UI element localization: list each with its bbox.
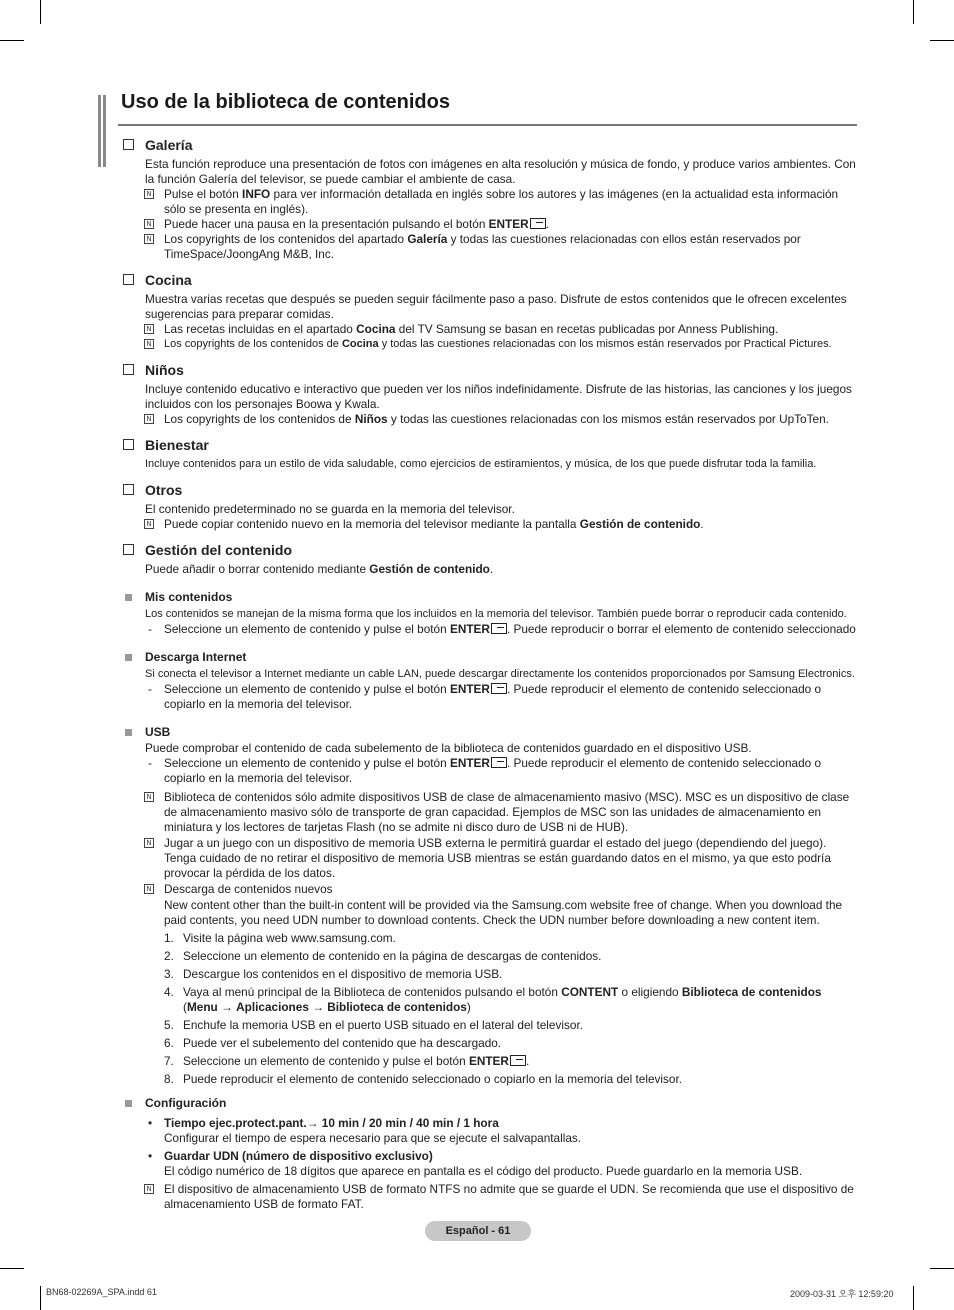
section-gestion-heading: Gestión del contenido <box>121 541 857 559</box>
note: N Las recetas incluidas en el apartado Cocina del TV Samsung se basan en recetas publicadas por Anness Publishing. <box>164 322 857 337</box>
note: N Los copyrights de los contenidos de Niños y todas las cuestiones relacionadas con los mismos están reservados por UpToTen. <box>164 412 857 427</box>
list-item: 2. Seleccione un elemento de contenido en la página de descargas de contenidos. <box>164 949 602 963</box>
paragraph: Muestra varias recetas que después se pueden seguir fácilmente paso a paso. Disfrute de estos contenidos que le ofrecen excelentes sugerencias para preparar comidas. <box>145 292 847 321</box>
crop-mark <box>913 1286 914 1310</box>
list-item: 8. Puede reproducir el elemento de contenido seleccionado o copiarlo en la memoria del televisor. <box>164 1072 683 1086</box>
square-bullet-icon <box>125 594 132 601</box>
paragraph: El contenido predeterminado no se guarda en la memoria del televisor. <box>145 502 515 516</box>
crop-mark <box>930 1268 954 1269</box>
checkbox-bullet-icon <box>123 439 134 450</box>
title-decoration <box>98 95 108 167</box>
square-bullet-icon <box>125 729 132 736</box>
list-item: 1. Visite la página web www.samsung.com. <box>164 931 396 945</box>
note-icon: N <box>144 1184 154 1194</box>
enter-icon <box>491 757 507 768</box>
paragraph: Esta función reproduce una presentación de fotos con imágenes en alta resolución y música de fondo, y produce varios ambientes. Con la función Galería del televisor, se puede cambiar el ambiente de casa. <box>145 157 856 186</box>
subsection-descarga-internet: Descarga Internet <box>145 650 857 665</box>
note-icon: N <box>144 884 154 894</box>
page-title: Uso de la biblioteca de contenidos <box>121 91 450 113</box>
list-item: 5. Enchufe la memoria USB en el puerto USB situado en el lateral del televisor. <box>164 1018 583 1032</box>
list-item: 3. Descargue los contenidos en el dispositivo de memoria USB. <box>164 967 503 981</box>
note-icon: N <box>144 339 154 349</box>
note-icon: N <box>144 189 154 199</box>
note: N Pulse el botón INFO para ver información detallada en inglés sobre los autores y las imágenes (en la actualidad esta información sólo se presenta en inglés). <box>164 187 857 217</box>
enter-icon <box>530 218 546 229</box>
dash-item: - Seleccione un elemento de contenido y pulse el botón ENTER . Puede reproducir el elemento de contenido seleccionado o copiarlo en la memoria del televisor. <box>148 756 822 785</box>
crop-mark <box>0 1268 24 1269</box>
note: N Biblioteca de contenidos sólo admite dispositivos USB de clase de almacenamiento masivo (MSC). MSC es un dispositivo de clase de almacenamiento masivo sólo de transporte de gran capacidad. Ejemplos de MSC son las unidades de almacenamiento en miniatura y los lectores de tarjetas Flash (no se admite ni disco duro de USB ni de HUB). <box>164 790 857 835</box>
list-item: 6. Puede ver el subelemento del contenido que ha descargado. <box>164 1036 502 1050</box>
section-cocina-heading: Cocina <box>121 271 857 289</box>
footer-file: BN68-02269A_SPA.indd 61 <box>46 1287 157 1297</box>
note-icon: N <box>144 219 154 229</box>
paragraph: Los contenidos se manejan de la misma forma que los incluidos en la memoria del televisor. También puede borrar o reproducir cada contenido. <box>145 608 847 620</box>
note: N Jugar a un juego con un dispositivo de memoria USB externa le permitirá guardar el estado del juego (dependiendo del juego). Tenga cuidado de no retirar el dispositivo de memoria USB mientras se están guardando datos en el mismo, ya que esto podría provocar la pérdida de los datos. <box>164 836 857 881</box>
note: N Puede hacer una pausa en la presentación pulsando el botón ENTER . <box>164 217 857 232</box>
enter-icon <box>491 623 507 634</box>
note: N Los copyrights de los contenidos del apartado Galería y todas las cuestiones relacionadas con ellos están reservados por TimeSpace/JoongAng M&B, Inc. <box>164 232 857 262</box>
list-item: 4. Vaya al menú principal de la Biblioteca de contenidos pulsando el botón CONTENT o eligiendo Biblioteca de contenidos (Menu → Aplicaciones → Biblioteca de contenidos) <box>164 985 822 1014</box>
crop-mark <box>40 0 41 24</box>
note: N Puede copiar contenido nuevo en la memoria del televisor mediante la pantalla Gestión de contenido. <box>164 517 857 532</box>
paragraph: Puede añadir o borrar contenido mediante Gestión de contenido. <box>145 562 494 576</box>
page-number: Español - 61 <box>425 1221 531 1241</box>
paragraph: Incluye contenido educativo e interactivo que pueden ver los niños indefinidamente. Disfrute de las historias, las canciones y los juegos incluidos con los personajes Boowa y Kwala. <box>145 382 852 411</box>
list-item: 7. Seleccione un elemento de contenido y pulse el botón ENTER . <box>164 1054 530 1068</box>
subsection-mis-contenidos: Mis contenidos <box>145 590 857 605</box>
enter-icon <box>510 1055 526 1066</box>
note-icon: N <box>144 792 154 802</box>
note-icon: N <box>144 519 154 529</box>
note-paragraph: New content other than the built-in content will be provided via the Samsung.com website free of change. When you download the paid contents, you need UDN number to download contents. Check the UDN number before downloading a new content item. <box>164 898 843 927</box>
section-ninos-heading: Niños <box>121 361 857 379</box>
title-rule <box>118 124 857 126</box>
square-bullet-icon <box>125 1100 132 1107</box>
checkbox-bullet-icon <box>123 484 134 495</box>
crop-mark <box>40 1286 41 1310</box>
paragraph: Puede comprobar el contenido de cada subelemento de la biblioteca de contenidos guardado en el dispositivo USB. <box>145 741 752 755</box>
paragraph: Si conecta el televisor a Internet mediante un cable LAN, puede descargar directamente los contenidos proporcionados por Samsung Electronics. <box>145 668 855 680</box>
bullet-item: • Guardar UDN (número de dispositivo exclusivo) El código numérico de 18 dígitos que aparece en pantalla es el código del producto. Puede guardarlo en la memoria USB. <box>148 1149 803 1178</box>
note: N Descarga de contenidos nuevos <box>164 882 857 897</box>
bullet-item: • Tiempo ejec.protect.pant.→ 10 min / 20 min / 40 min / 1 hora Configurar el tiempo de espera necesario para que se ejecute el salvapantallas. <box>148 1116 582 1145</box>
paragraph: Incluye contenidos para un estilo de vida saludable, como ejercicios de estiramientos, y música, de los que puede disfrutar toda la familia. <box>145 458 817 470</box>
checkbox-bullet-icon <box>123 139 134 150</box>
note-icon: N <box>144 324 154 334</box>
section-otros-heading: Otros <box>121 481 857 499</box>
note-icon: N <box>144 234 154 244</box>
footer-date: 2009-03-31 오후 12:59:20 <box>790 1289 894 1299</box>
subsection-configuracion: Configuración <box>145 1096 857 1111</box>
note: N El dispositivo de almacenamiento USB de formato NTFS no admite que se guarde el UDN. Se recomienda que use el dispositivo de almacenamiento USB de formato FAT. <box>164 1182 857 1212</box>
crop-mark <box>0 40 24 41</box>
section-bienestar-heading: Bienestar <box>121 436 857 454</box>
section-galeria-heading: Galería <box>121 136 857 154</box>
checkbox-bullet-icon <box>123 364 134 375</box>
checkbox-bullet-icon <box>123 274 134 285</box>
dash-item: - Seleccione un elemento de contenido y pulse el botón ENTER . Puede reproducir el elemento de contenido seleccionado o copiarlo en la memoria del televisor. <box>148 682 822 711</box>
dash-item: - Seleccione un elemento de contenido y pulse el botón ENTER . Puede reproducir o borrar el elemento de contenido seleccionado <box>148 622 856 636</box>
square-bullet-icon <box>125 654 132 661</box>
enter-icon <box>491 683 507 694</box>
subsection-usb: USB <box>145 725 857 740</box>
content <box>121 136 857 1212</box>
checkbox-bullet-icon <box>123 544 134 555</box>
note: N Los copyrights de los contenidos de Cocina y todas las cuestiones relacionadas con los mismos están reservados por Practical Pictures. <box>164 337 857 352</box>
note-icon: N <box>144 838 154 848</box>
crop-mark <box>913 0 914 24</box>
note-icon: N <box>144 414 154 424</box>
crop-mark <box>930 40 954 41</box>
